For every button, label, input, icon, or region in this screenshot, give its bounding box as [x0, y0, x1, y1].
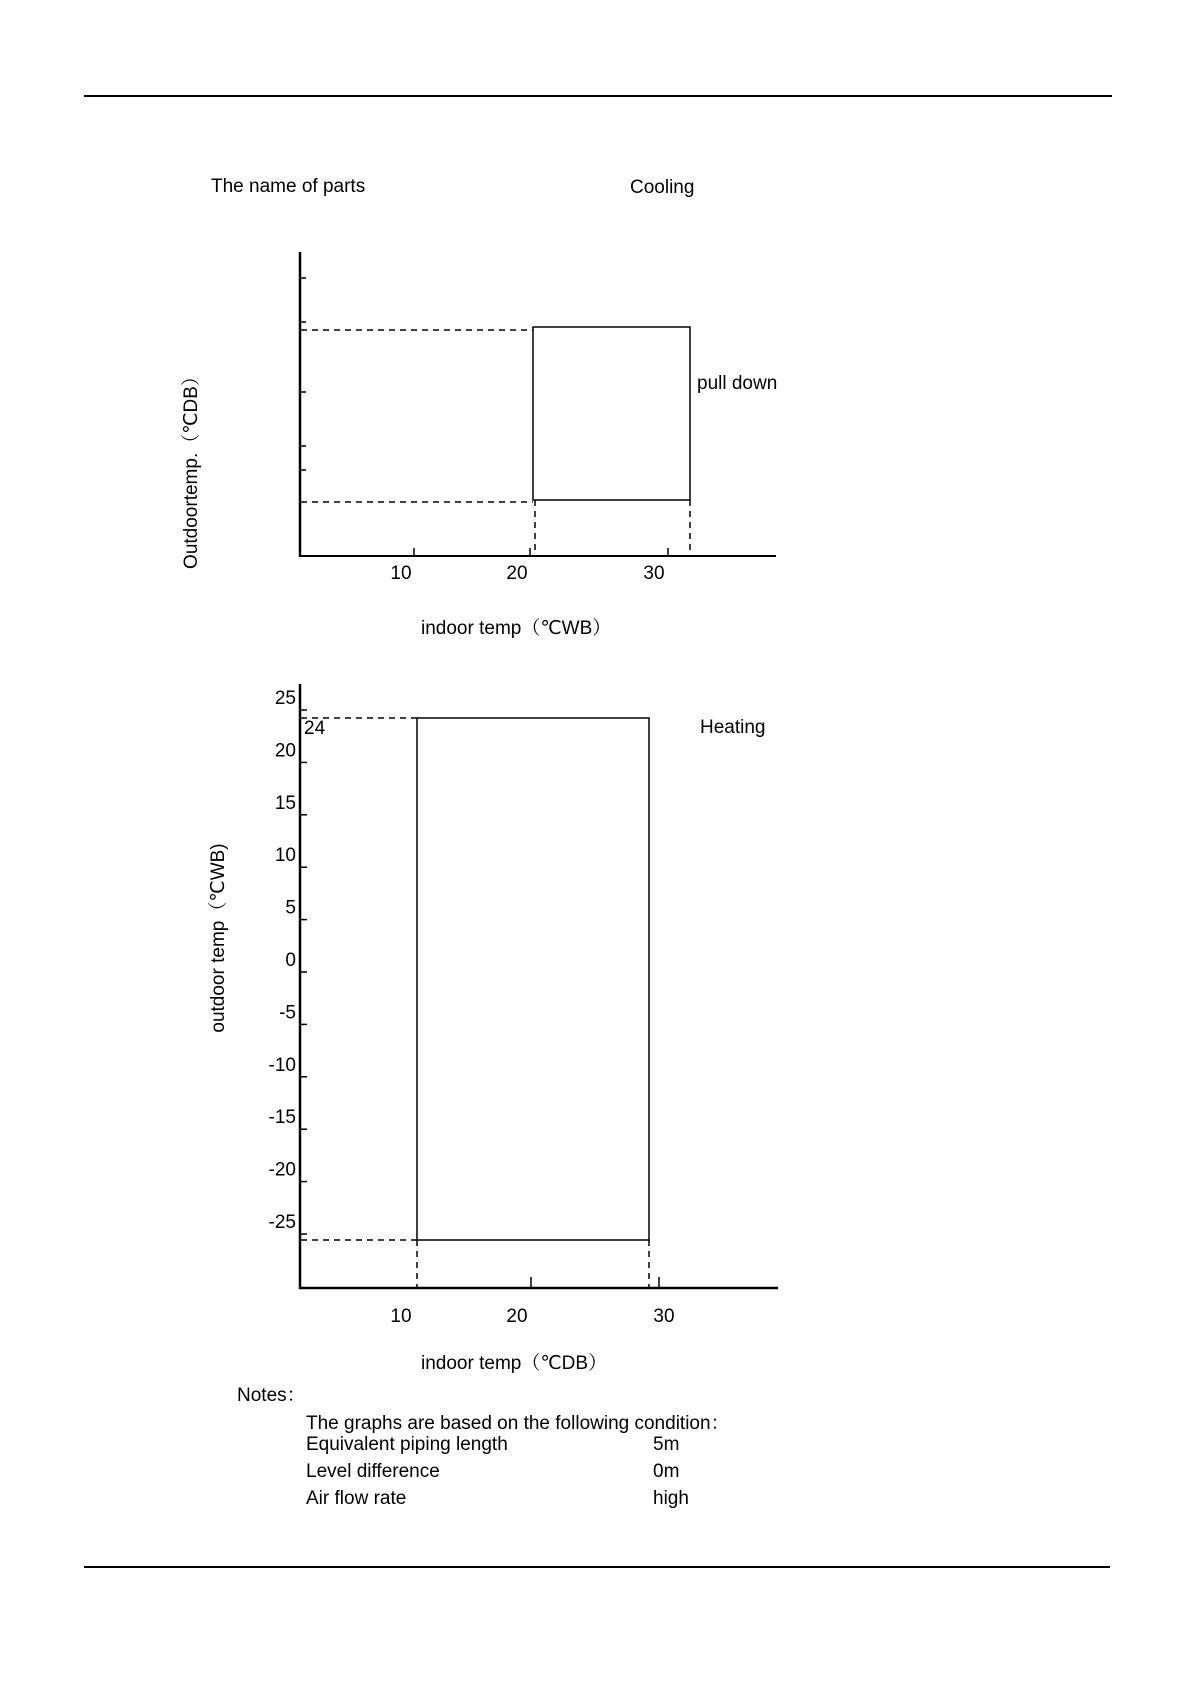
note-label: Equivalent piping length: [306, 1434, 508, 1455]
cooling-x-tick-label: 20: [506, 563, 528, 584]
cooling-annotation: pull down: [697, 373, 778, 394]
notes-intro: The graphs are based on the following condition：: [306, 1413, 730, 1434]
heating-y-tick-label: -15: [268, 1107, 296, 1129]
heating-chart: [207, 684, 778, 1374]
heating-y-tick-label: -10: [268, 1054, 296, 1076]
parts-label: The name of parts: [211, 176, 366, 197]
heating-y-tick-label: 10: [274, 845, 296, 867]
cooling-y-label: Outdoortemp.（℃DB）: [181, 367, 202, 569]
heating-y-tick-label: -5: [279, 1002, 296, 1024]
heating-y-tick-label: 15: [274, 792, 296, 814]
cooling-chart: [180, 252, 777, 639]
heating-y-tick-labels: [269, 688, 296, 1233]
note-value: high: [653, 1488, 689, 1509]
heating-x-label: indoor temp（℃DB）: [421, 1353, 608, 1374]
cooling-region: [533, 327, 690, 500]
heating-x-tick-label: 20: [506, 1306, 528, 1327]
note-label: Air flow rate: [306, 1488, 407, 1509]
heating-y-tick-label: -25: [268, 1212, 296, 1233]
heating-region-top-label: 24: [304, 718, 326, 739]
heating-y-label: outdoor temp（℃WB): [208, 843, 229, 1033]
heating-x-tick-label: 30: [653, 1306, 675, 1327]
mode-label: Cooling: [630, 177, 695, 198]
notes-title: Notes：: [237, 1385, 306, 1406]
heating-title: Heating: [700, 717, 766, 738]
heating-region: [417, 718, 649, 1240]
note-value: 0m: [653, 1461, 680, 1482]
cooling-x-ticks: [414, 548, 668, 556]
heating-y-tick-label: -20: [268, 1159, 296, 1181]
note-label: Level difference: [306, 1461, 440, 1482]
cooling-x-tick-label: 10: [390, 563, 412, 584]
heating-y-tick-label: 20: [274, 740, 296, 762]
cooling-x-label: indoor temp（℃WB）: [421, 618, 612, 639]
heating-x-tick-label: 10: [390, 1306, 412, 1327]
heating-y-tick-label: 0: [285, 950, 296, 971]
footer-rule: [84, 1566, 1110, 1568]
note-value: 5m: [653, 1434, 680, 1455]
heating-y-tick-label: 5: [285, 897, 296, 919]
cooling-x-tick-label: 30: [643, 563, 665, 584]
heating-y-tick-label: 25: [274, 688, 296, 709]
